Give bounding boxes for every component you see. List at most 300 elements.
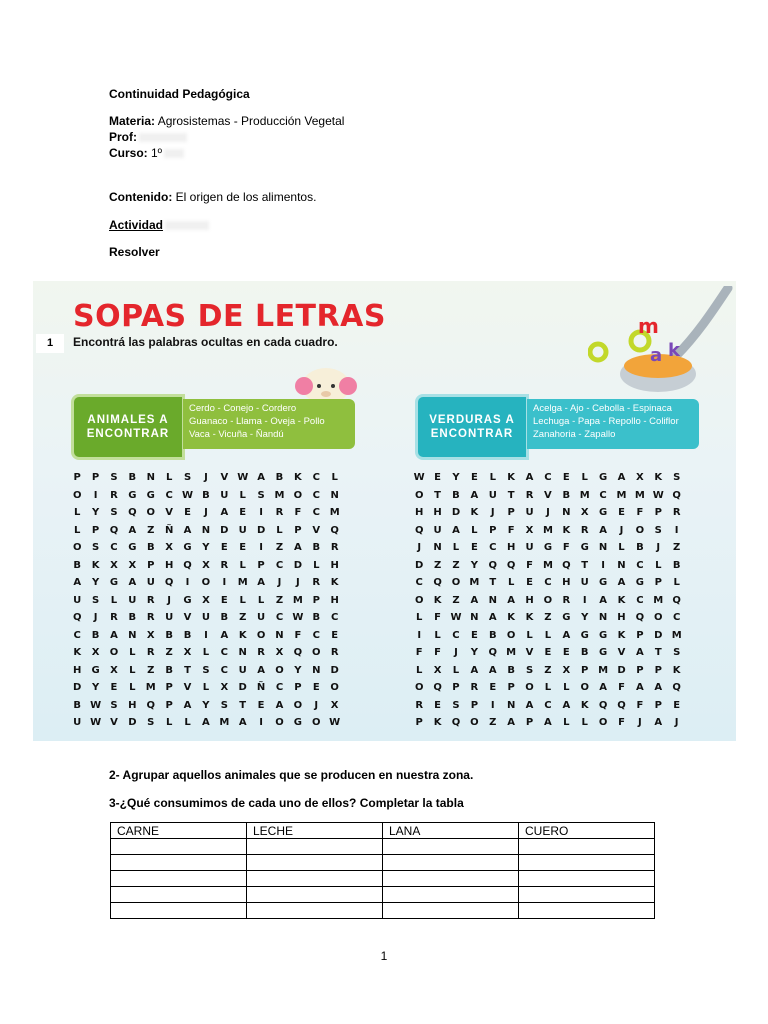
grid-letter: M [542, 559, 553, 571]
grid-letter: A [294, 542, 302, 553]
grid-letter: Z [275, 594, 284, 606]
grid-letter: L [489, 472, 496, 483]
grid-letter: U [201, 612, 210, 623]
grid-letter: B [580, 647, 589, 658]
grid-letter: L [563, 682, 570, 693]
grid-letter: O [72, 489, 82, 501]
grid-letter: W [182, 489, 194, 501]
grid-letter: V [165, 507, 174, 518]
grid-letter: W [90, 717, 102, 728]
grid-letter: T [654, 647, 662, 658]
grid-letter: A [507, 594, 516, 606]
grid-letter: I [674, 524, 679, 536]
grid-letter: J [490, 507, 495, 518]
grid-letter: U [257, 612, 266, 623]
grid-letter: W [329, 717, 341, 728]
grid-letter: O [414, 594, 424, 606]
grid-letter: O [312, 647, 321, 658]
grid-letter: E [544, 647, 552, 658]
grid-letter: A [562, 699, 571, 711]
grid-letter: P [91, 472, 100, 483]
grid-letter: B [183, 629, 192, 641]
grid-letter: L [129, 647, 136, 658]
grid-letter: O [598, 717, 608, 728]
grid-letter: J [454, 647, 458, 658]
grid-letter: K [470, 507, 479, 518]
grid-letter: K [433, 717, 442, 728]
grid-letter: N [598, 542, 608, 553]
grid-letter: R [330, 542, 339, 553]
table-cell[interactable] [383, 839, 519, 855]
grid-row [410, 490, 686, 508]
table-cell[interactable] [383, 903, 519, 919]
grid-letter: E [239, 507, 247, 518]
grid-letter: V [220, 472, 229, 483]
grid-letter: B [312, 612, 321, 623]
grid-letter: S [91, 594, 100, 606]
grid-letter: Q [146, 699, 156, 711]
grid-letter: M [634, 489, 645, 501]
grid-letter: Z [673, 542, 681, 553]
grid-letter: N [470, 612, 479, 623]
grid-letter: M [469, 577, 480, 588]
grid-letter: O [201, 577, 211, 588]
banner-title: SOPAS DE LETRAS [73, 299, 386, 334]
table-cell[interactable] [247, 855, 383, 871]
grid-letter: L [618, 542, 625, 553]
grid-letter: B [73, 699, 81, 711]
grid-letter: O [72, 542, 82, 553]
grid-row [68, 560, 344, 578]
grid-letter: N [330, 489, 339, 501]
grid-letter: K [562, 524, 571, 536]
grid-letter: G [91, 664, 100, 676]
grid-letter: O [635, 524, 645, 536]
grid-letter: U [165, 612, 174, 623]
grid-letter: O [330, 682, 339, 693]
grid-letter: M [274, 489, 285, 501]
grid-letter: L [165, 717, 173, 728]
grid-letter: Q [672, 682, 681, 693]
grid-letter: S [110, 699, 118, 711]
grid-letter: U [525, 542, 534, 553]
grid-letter: V [312, 524, 321, 536]
grid-row [410, 525, 686, 543]
grid-letter: P [165, 682, 173, 693]
grid-row [68, 612, 344, 630]
grid-letter: E [470, 472, 478, 483]
grid-row [68, 577, 344, 595]
grid-letter: Z [433, 559, 442, 571]
grid-letter: H [433, 507, 442, 518]
grid-letter: B [128, 472, 137, 483]
grid-letter: E [110, 682, 118, 693]
grid-letter: P [147, 559, 155, 571]
grid-letter: L [544, 629, 552, 641]
grid-letter: G [293, 717, 302, 728]
grid-letter: L [526, 629, 533, 641]
grid-letter: A [73, 577, 82, 588]
vegetables-letter-grid [410, 472, 686, 735]
grid-letter: L [239, 489, 246, 501]
table-cell[interactable] [383, 855, 519, 871]
grid-letter: G [598, 577, 608, 588]
grid-letter: A [202, 717, 210, 728]
grid-letter: L [581, 717, 588, 728]
grid-letter: R [415, 699, 424, 711]
grid-letter: J [674, 717, 679, 728]
grid-letter: C [220, 647, 228, 658]
grid-row [410, 630, 686, 648]
grid-letter: L [673, 577, 680, 588]
grid-letter: K [238, 629, 247, 641]
grid-letter: N [488, 594, 497, 606]
grid-letter: S [452, 699, 460, 711]
grid-row [410, 612, 686, 630]
grid-letter: T [184, 664, 191, 676]
grid-letter: H [562, 577, 571, 588]
grid-letter: L [202, 647, 210, 658]
grid-letter: O [256, 629, 266, 641]
grid-letter: K [525, 612, 534, 623]
grid-letter: X [183, 647, 192, 658]
curso-line: Curso: 1º [109, 146, 184, 161]
grid-letter: A [562, 629, 571, 641]
grid-letter: X [202, 559, 210, 571]
grid-letter: Y [452, 472, 460, 483]
grid-letter: U [433, 524, 442, 536]
grid-letter: V [544, 489, 552, 501]
table-cell[interactable] [383, 887, 519, 903]
grid-letter: J [546, 507, 550, 518]
grid-letter: X [562, 664, 571, 676]
table-cell[interactable] [111, 887, 247, 903]
grid-letter: X [525, 524, 534, 536]
grid-letter: C [415, 577, 423, 588]
grid-letter: E [434, 472, 441, 483]
grid-letter: R [146, 647, 155, 658]
table-cell[interactable] [247, 903, 383, 919]
table-cell[interactable] [111, 903, 247, 919]
grid-letter: N [506, 699, 516, 711]
grid-letter: N [128, 629, 137, 641]
grid-row [410, 665, 686, 683]
grid-letter: Z [544, 612, 552, 623]
grid-letter: Ñ [256, 682, 266, 693]
grid-letter: Z [165, 647, 173, 658]
grid-letter: Q [293, 647, 303, 658]
grid-letter: Q [635, 612, 645, 623]
grid-letter: R [525, 489, 534, 501]
grid-letter: L [563, 717, 570, 728]
table-cell[interactable] [519, 887, 655, 903]
grid-letter: C [544, 577, 552, 588]
grid-letter: B [507, 664, 515, 676]
grid-letter: B [672, 559, 681, 571]
grid-letter: P [581, 664, 589, 676]
grid-row [410, 560, 686, 578]
grid-letter: A [599, 682, 607, 693]
grid-letter: L [581, 472, 588, 483]
grid-letter: X [128, 559, 137, 571]
grid-letter: X [165, 542, 173, 553]
grid-letter: D [617, 664, 626, 676]
grid-letter: R [110, 489, 118, 501]
grid-letter: P [452, 682, 460, 693]
grid-letter: I [204, 629, 208, 641]
grid-letter: W [90, 699, 102, 711]
grid-letter: I [222, 577, 227, 588]
grid-letter: K [617, 629, 626, 641]
grid-letter: E [470, 629, 478, 641]
grid-letter: F [294, 629, 302, 641]
grid-letter: O [146, 507, 156, 518]
grid-letter: P [312, 594, 320, 606]
grid-letter: F [434, 612, 441, 623]
table-cell[interactable] [519, 903, 655, 919]
grid-letter: F [636, 699, 644, 711]
grid-letter: R [672, 507, 681, 518]
grid-letter: M [145, 682, 156, 693]
materia-line: Materia: Agrosistemas - Producción Vegetal [109, 114, 345, 128]
grid-letter: K [330, 577, 339, 588]
grid-letter: N [562, 507, 571, 518]
grid-letter: P [294, 682, 302, 693]
grid-letter: Z [147, 524, 155, 536]
grid-letter: R [257, 647, 265, 658]
grid-letter: V [525, 647, 534, 658]
table-cell[interactable] [111, 839, 247, 855]
header-leche: LECHE [247, 823, 383, 839]
grid-letter: S [91, 542, 100, 553]
grid-letter: A [128, 577, 137, 588]
grid-letter: O [470, 717, 479, 728]
grid-letter: M [542, 524, 553, 536]
grid-letter: J [619, 524, 624, 536]
grid-letter: C [544, 699, 552, 711]
grid-letter: E [184, 507, 191, 518]
grid-letter: D [256, 524, 266, 536]
grid-letter: O [543, 594, 553, 606]
grid-letter: O [275, 664, 284, 676]
table-cell[interactable] [519, 839, 655, 855]
grid-letter: L [129, 664, 136, 676]
grid-letter: E [562, 647, 570, 658]
grid-letter: A [110, 629, 118, 641]
grid-letter: G [128, 542, 137, 553]
grid-letter: O [451, 577, 461, 588]
grid-letter: B [452, 489, 460, 501]
grid-letter: G [598, 647, 608, 658]
grid-letter: R [580, 524, 589, 536]
grid-letter: Q [598, 699, 608, 711]
grid-letter: M [292, 594, 303, 606]
grid-letter: C [110, 542, 118, 553]
grid-letter: C [312, 489, 320, 501]
grid-letter: I [259, 542, 263, 553]
grid-letter: G [598, 629, 608, 641]
grid-letter: E [220, 594, 228, 606]
grid-letter: B [91, 629, 100, 641]
grid-letter: A [507, 717, 516, 728]
table-row [111, 871, 655, 887]
doc-title: Continuidad Pedagógica [109, 87, 250, 101]
grid-letter: Q [72, 612, 82, 623]
grid-letter: U [238, 664, 247, 676]
grid-letter: H [525, 594, 534, 606]
grid-letter: C [275, 612, 284, 623]
redacted-curso [164, 149, 184, 158]
grid-letter: D [293, 559, 303, 571]
grid-row [68, 647, 344, 665]
grid-letter: A [525, 472, 534, 483]
grid-letter: B [275, 472, 284, 483]
grid-letter: C [330, 612, 339, 623]
table-row [111, 887, 655, 903]
grid-letter: L [165, 472, 173, 483]
grid-letter: E [673, 699, 681, 711]
grid-letter: I [259, 507, 263, 518]
grid-letter: D [238, 682, 247, 693]
vegetables-word-list: Acelga - Ajo - Cebolla - Espinaca Lechuga - Papa - Repollo - Coliflor Zanahoria - Zapallo [527, 399, 699, 449]
grid-letter: N [275, 629, 284, 641]
grid-letter: S [654, 524, 662, 536]
grid-letter: A [654, 717, 663, 728]
grid-letter: C [275, 559, 284, 571]
grid-letter: B [128, 612, 137, 623]
grid-letter: L [110, 594, 118, 606]
prof-line: Prof: [109, 130, 187, 145]
grid-letter: C [312, 472, 320, 483]
question-3: 3-¿Qué consumimos de cada uno de ellos? Completar la tabla [109, 796, 464, 810]
grid-letter: X [202, 594, 210, 606]
grid-letter: L [544, 682, 552, 693]
grid-letter: S [673, 647, 681, 658]
grid-row [410, 647, 686, 665]
grid-letter: P [489, 524, 497, 536]
grid-letter: P [73, 472, 81, 483]
grid-letter: F [294, 507, 302, 518]
table-cell[interactable] [111, 855, 247, 871]
table-row [111, 903, 655, 919]
table-cell[interactable] [111, 871, 247, 887]
vegetables-category-label: VERDURAS A ENCONTRAR [415, 394, 529, 460]
grid-letter: T [489, 577, 497, 588]
grid-letter: C [672, 612, 681, 623]
grid-letter: O [293, 699, 303, 711]
grid-letter: K [433, 594, 442, 606]
grid-letter: I [490, 699, 495, 711]
grid-letter: Q [183, 559, 192, 571]
grid-letter: R [470, 682, 479, 693]
grid-letter: D [451, 507, 461, 518]
grid-letter: U [73, 594, 82, 606]
grid-letter: A [257, 664, 265, 676]
grid-letter: B [312, 542, 321, 553]
grid-letter: C [636, 559, 644, 571]
grid-letter: L [416, 612, 423, 623]
grid-letter: A [488, 612, 497, 623]
grid-letter: K [654, 472, 663, 483]
svg-text:m: m [638, 314, 659, 338]
grid-letter: F [636, 507, 644, 518]
grid-row [410, 542, 686, 560]
table-cell[interactable] [247, 839, 383, 855]
grid-letter: U [580, 577, 589, 588]
grid-letter: U [146, 577, 155, 588]
grid-letter: L [257, 594, 265, 606]
table-cell[interactable] [247, 887, 383, 903]
grid-letter: F [562, 542, 570, 553]
soup-ladle-illustration [588, 286, 736, 398]
grid-letter: H [415, 507, 424, 518]
grid-letter: P [654, 664, 662, 676]
grid-letter: F [618, 717, 625, 728]
grid-letter: D [654, 629, 663, 641]
grid-letter: I [259, 717, 263, 728]
grid-letter: J [314, 699, 319, 711]
grid-row [68, 542, 344, 560]
grid-letter: Q [433, 577, 442, 588]
grid-letter: R [110, 612, 118, 623]
grid-letter: H [506, 542, 516, 553]
grid-letter: O [580, 682, 589, 693]
grid-letter: O [312, 717, 321, 728]
grid-letter: G [128, 489, 137, 501]
grid-letter: X [110, 664, 118, 676]
table-cell[interactable] [247, 871, 383, 887]
grid-letter: J [277, 577, 282, 588]
grid-letter: R [220, 559, 229, 571]
table-cell[interactable] [519, 871, 655, 887]
grid-letter: C [73, 629, 81, 641]
grid-letter: E [312, 682, 320, 693]
grid-letter: A [488, 664, 497, 676]
grid-letter: G [183, 594, 192, 606]
grid-letter: E [331, 629, 339, 641]
grid-row [68, 665, 344, 683]
grid-letter: I [417, 629, 422, 641]
grid-letter: C [599, 489, 607, 501]
word-search-banner [33, 281, 736, 741]
grid-letter: X [275, 647, 284, 658]
grid-letter: C [489, 542, 497, 553]
grid-letter: Q [109, 524, 119, 536]
grid-letter: K [507, 472, 516, 483]
grid-letter: S [202, 664, 210, 676]
grid-letter: N [201, 524, 211, 536]
grid-letter: Y [91, 577, 100, 588]
grid-letter: B [146, 542, 155, 553]
grid-letter: Q [451, 717, 461, 728]
grid-letter: A [183, 699, 192, 711]
grid-letter: J [93, 612, 98, 623]
table-cell[interactable] [383, 871, 519, 887]
grid-letter: B [165, 664, 173, 676]
grid-letter: B [488, 629, 497, 641]
grid-letter: L [313, 559, 320, 571]
grid-letter: M [598, 664, 609, 676]
grid-letter: C [312, 507, 320, 518]
grid-letter: O [525, 682, 534, 693]
grid-letter: M [653, 594, 664, 606]
grid-letter: M [671, 629, 682, 641]
table-cell[interactable] [519, 855, 655, 871]
resolver-label: Resolver [109, 245, 160, 259]
grid-letter: I [582, 594, 587, 606]
grid-letter: M [579, 489, 590, 501]
grid-letter: P [654, 577, 662, 588]
